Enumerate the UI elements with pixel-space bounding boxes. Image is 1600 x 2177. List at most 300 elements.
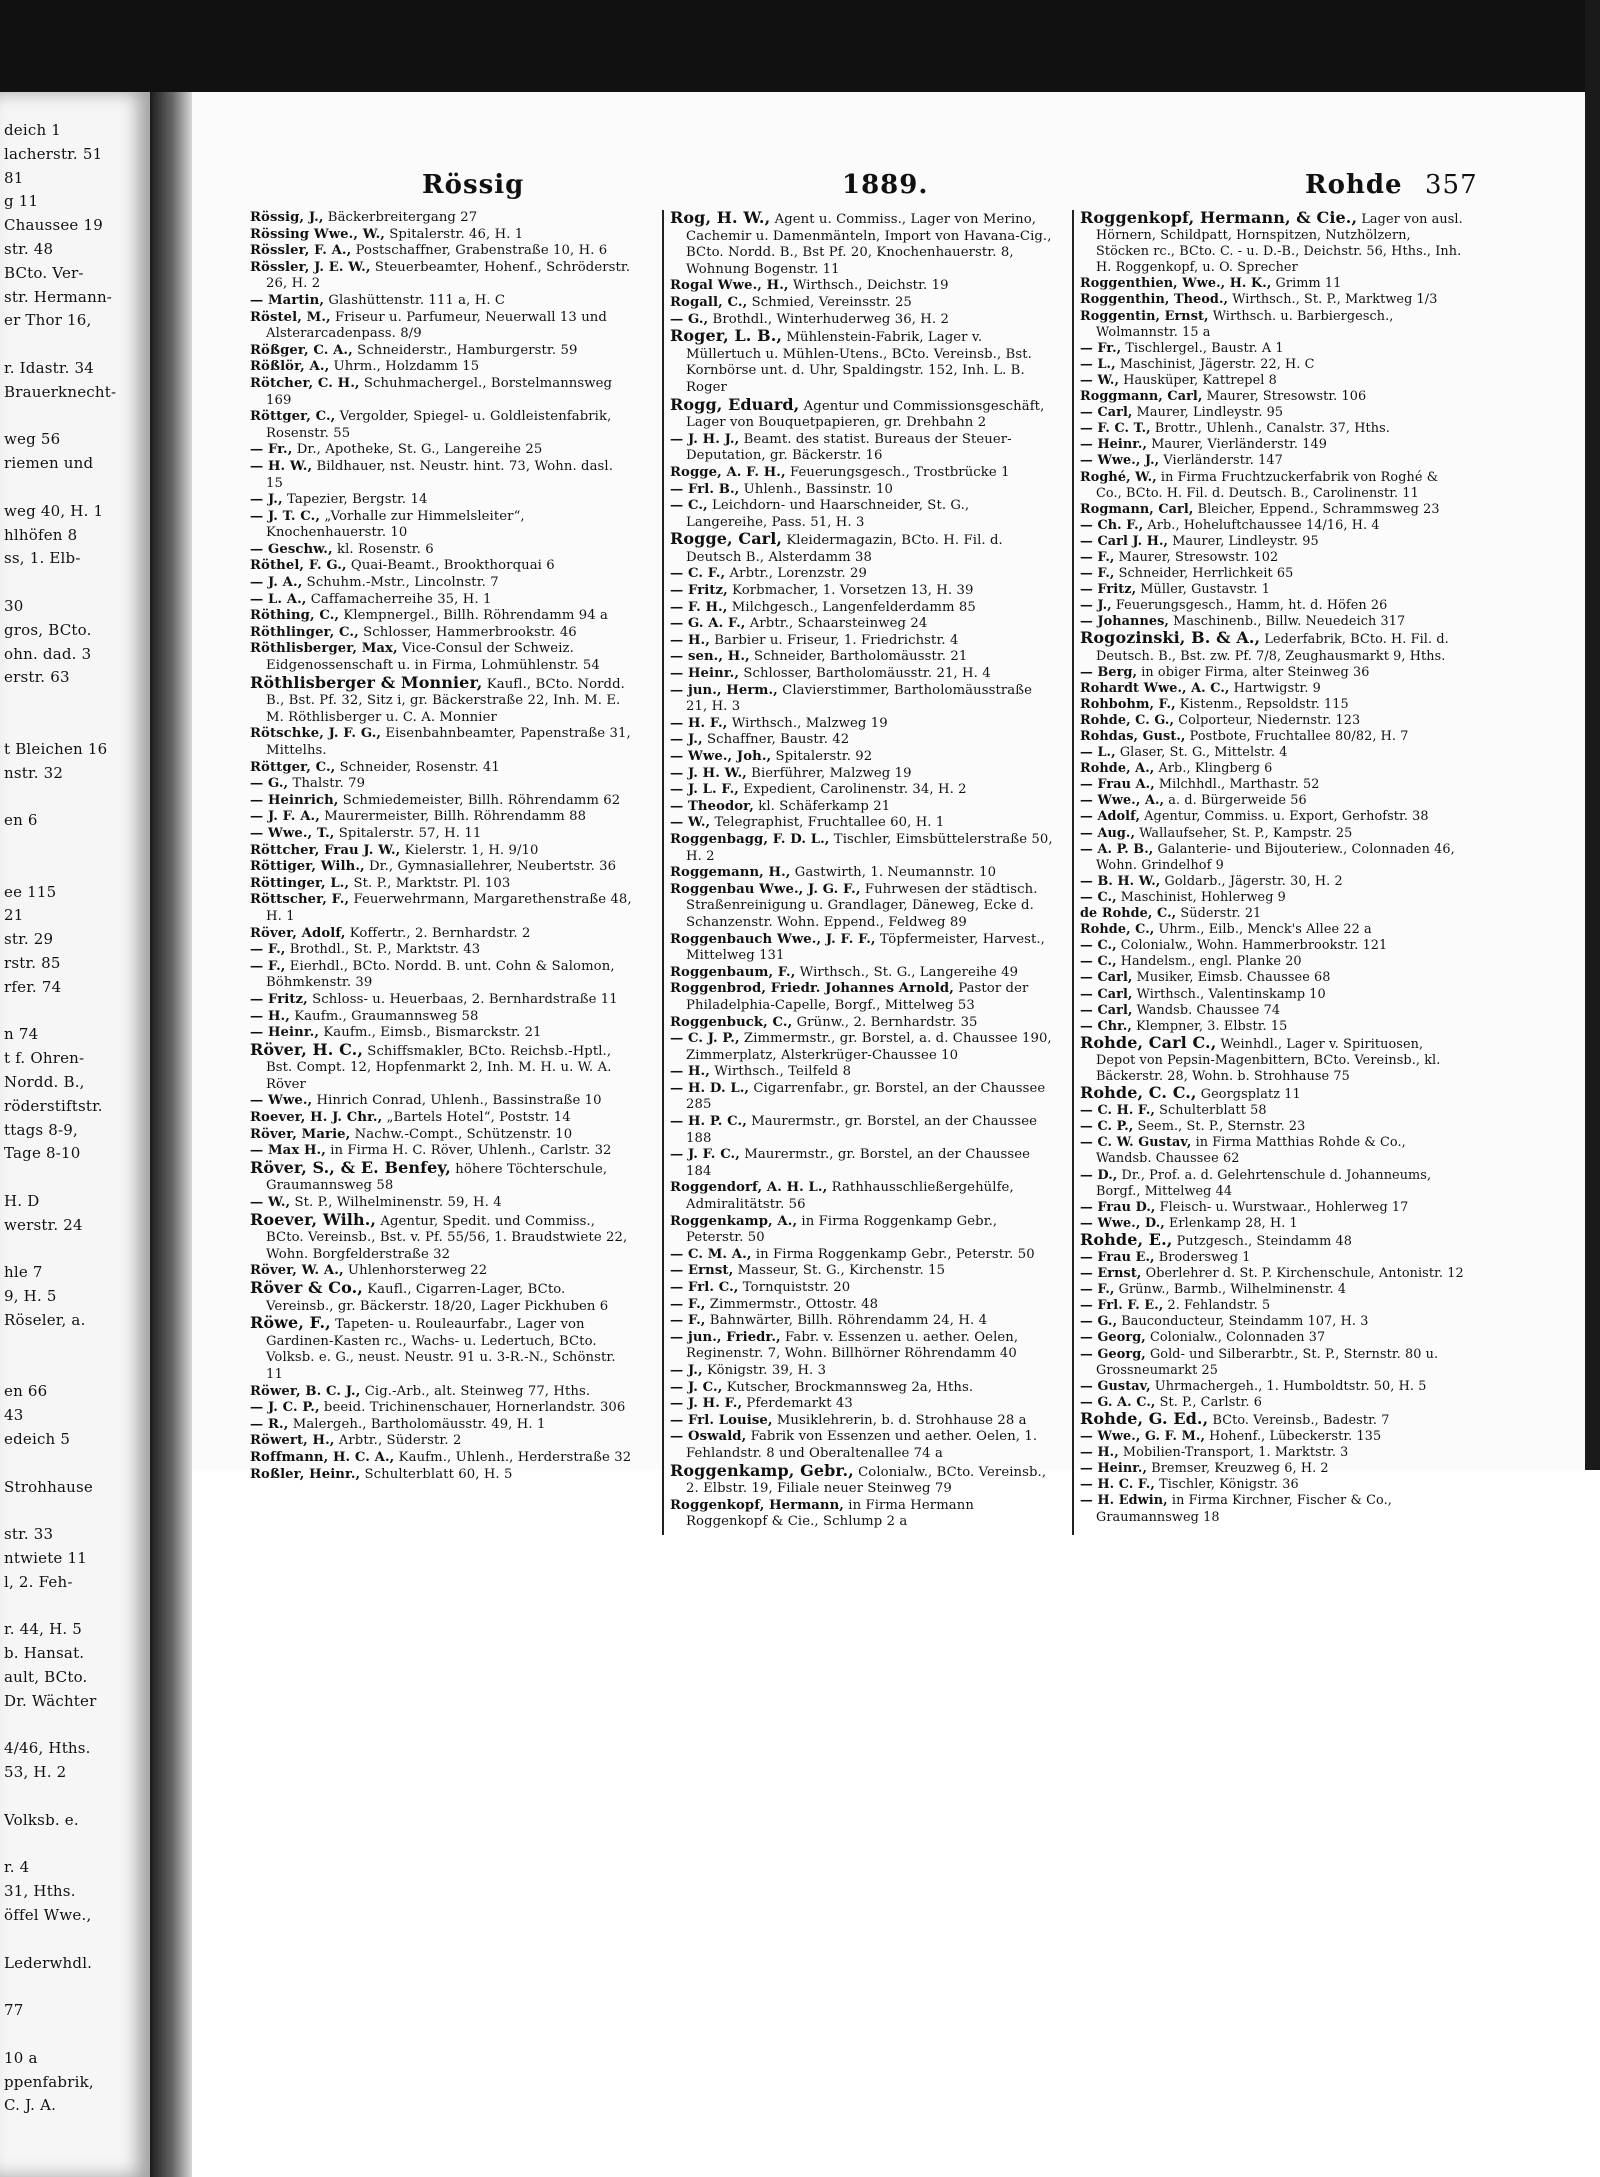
entry-details: Uhrm., Holzdamm 15: [329, 359, 480, 375]
entry-name: — Heinrich,: [250, 792, 339, 808]
entry-details: Hausküper, Kattrepel 8: [1119, 372, 1277, 388]
directory-entry: [250, 1467, 634, 1484]
directory-entry: [1080, 665, 1464, 681]
entry-details: Kaufm., Graumannsweg 58: [289, 1008, 479, 1024]
entry-details: Milchhdl., Marthastr. 52: [1154, 777, 1320, 793]
entry-details: Kielerstr. 1, H. 9/10: [400, 842, 539, 858]
entry-details: Wirthsch. u. Barbiergesch., Wolmannstr. 15 a: [1096, 308, 1394, 340]
entry-name: — C.,: [1080, 954, 1117, 970]
entry-name: — F. H.,: [670, 599, 728, 615]
directory-entry: [1080, 453, 1464, 469]
fragment-line: Chaussee 19: [4, 216, 103, 235]
directory-entry: [1080, 550, 1464, 566]
entry-details: Gastwirth, 1. Neumannstr. 10: [790, 865, 997, 881]
entry-name: — Wwe., T.,: [250, 825, 335, 841]
entry-name: — Frl. B.,: [670, 481, 740, 497]
directory-entry: [670, 432, 1054, 465]
directory-entry: [1080, 906, 1464, 922]
entry-name: — H.,: [250, 1008, 290, 1024]
entry-name: Roßler, Heinr.,: [250, 1466, 361, 1482]
fragment-line: Volksb. e.: [4, 1810, 79, 1829]
entry-details: in Firma Fruchtzuckerfabrik von Roghé & Co., BCto. H. Fil. d. Deutsch. B., Carolinenstr. 11: [1096, 469, 1439, 501]
entry-details: Oberlehrer d. St. P. Kirchenschule, Antonistr. 12: [1141, 1266, 1464, 1282]
directory-entry: [250, 992, 634, 1009]
directory-entry: [250, 1009, 634, 1026]
entry-name: Roggenthin, Theod.,: [1080, 292, 1229, 308]
entry-name: — Fritz,: [1080, 582, 1137, 598]
entry-name: — Wwe., Joh.,: [670, 749, 772, 764]
entry-name: Rogozinski, B. & A.,: [1080, 628, 1261, 648]
entry-details: Tischler, Eimsbüttelerstraße 50, H. 2: [686, 831, 1053, 864]
entry-name: — Aug.,: [1080, 825, 1136, 841]
entry-name: Roggenbauch Wwe., J. F. F.,: [670, 931, 876, 947]
directory-entry: [250, 809, 634, 826]
entry-details: Seem., St. P., Sternstr. 23: [1133, 1119, 1306, 1135]
entry-name: Röstel, M.,: [250, 309, 331, 325]
entry-name: — H.,: [670, 632, 710, 648]
entry-details: Maurer, Lindleystr. 95: [1132, 405, 1284, 421]
entry-details: Grünw., Barmb., Wilhelminenstr. 4: [1114, 1282, 1347, 1298]
entry-name: Röver, S., & E. Benfey,: [250, 1157, 451, 1177]
running-head-year: 1889.: [842, 170, 929, 200]
entry-name: Rogge, Carl,: [670, 529, 783, 549]
directory-entry: [250, 376, 634, 409]
directory-entry: [1080, 1429, 1464, 1445]
entry-details: Korbmacher, 1. Vorsetzen 13, H. 39: [727, 583, 974, 599]
entry-details: Schulterblatt 60, H. 5: [360, 1466, 513, 1482]
entry-details: Glaser, St. G., Mittelstr. 4: [1115, 745, 1288, 761]
entry-name: Röttinger, L.,: [250, 875, 350, 891]
fragment-line: r. Idastr. 34: [4, 359, 94, 377]
entry-details: Schuhmachergel., Borstelmannsweg 169: [266, 375, 613, 408]
directory-entry: [1080, 357, 1464, 373]
entry-name: — Wwe., G. F. M.,: [1080, 1429, 1206, 1445]
directory-entry: [1080, 761, 1464, 777]
entry-name: Roggenbagg, F. D. L.,: [670, 831, 830, 847]
entry-details: Schlosser, Bartholomäusstr. 21, H. 4: [739, 666, 991, 682]
entry-name: Röttscher, F.,: [250, 892, 350, 908]
entry-name: — C. F.,: [670, 566, 726, 582]
entry-name: — F.,: [1080, 1282, 1115, 1298]
directory-entry: [250, 892, 634, 925]
running-head-left: Rössig: [422, 170, 525, 200]
directory-entry: [250, 1433, 634, 1450]
directory-entry: [670, 1297, 1054, 1314]
entry-details: höhere Töchterschule, Graumannsweg 58: [266, 1161, 608, 1194]
directory-entry: [1080, 809, 1464, 825]
entry-details: Tischler, Königstr. 36: [1154, 1477, 1299, 1493]
directory-entry: [1080, 373, 1464, 389]
directory-entry: [1080, 405, 1464, 421]
fragment-line: t Bleichen 16: [4, 739, 108, 758]
entry-details: BCto. Vereinsb., Badestr. 7: [1208, 1412, 1390, 1428]
directory-entry: [670, 1280, 1054, 1297]
entry-name: Roggenbuck, C.,: [670, 1014, 793, 1030]
directory-entry: [250, 876, 634, 893]
entry-name: Röwer, B. C. J.,: [250, 1383, 361, 1399]
column-rule: [662, 210, 664, 1535]
directory-entry: [1080, 1477, 1464, 1493]
entry-name: — B. H. W.,: [1080, 873, 1161, 889]
directory-entry: [250, 672, 634, 727]
entry-details: Maschinist, Hohlerweg 9: [1116, 889, 1286, 905]
entry-details: Malergeh., Bartholomäusstr. 49, H. 1: [288, 1416, 546, 1432]
entry-details: Galanterie- und Bijouteriew., Colonnaden 46, Wohn. Grindelhof 9: [1096, 841, 1455, 873]
directory-entry: [1080, 276, 1464, 292]
directory-entry: [250, 442, 634, 459]
entry-name: Roffmann, H. C. A.,: [250, 1449, 395, 1465]
entry-details: Bauconducteur, Steindamm 107, H. 3: [1117, 1314, 1369, 1330]
fragment-line: str. 33: [4, 1525, 54, 1544]
directory-entry: [250, 1209, 634, 1264]
fragment-line: l, 2. Feh-: [4, 1572, 73, 1591]
directory-column-3: [1080, 210, 1464, 1526]
entry-name: — H. D. L.,: [670, 1080, 750, 1096]
directory-entry: [1080, 630, 1464, 664]
fragment-line: ttags 8-9,: [4, 1120, 78, 1139]
entry-name: — Johannes,: [1080, 614, 1169, 630]
entry-details: Maurermeister, Billh. Röhrendamm 88: [319, 809, 587, 825]
directory-entry: [250, 625, 634, 642]
fragment-line: g 11: [4, 192, 39, 211]
fragment-line: 77: [4, 2001, 24, 2020]
directory-entry: [1080, 1003, 1464, 1019]
entry-details: Arb., Hoheluftchaussee 14/16, H. 4: [1143, 517, 1380, 533]
entry-details: Hartwigstr. 9: [1229, 680, 1321, 696]
directory-entry: [1080, 745, 1464, 761]
entry-details: Friseur u. Parfumeur, Neuerwall 13 und Alsterarcadenpass. 8/9: [266, 309, 607, 342]
entry-details: Arb., Klingberg 6: [1154, 761, 1273, 777]
directory-entry: [250, 942, 634, 959]
directory-entry: [1080, 729, 1464, 745]
directory-entry: [250, 1093, 634, 1110]
entry-name: — D.,: [1080, 1167, 1118, 1183]
fragment-line: Strohhause: [4, 1477, 94, 1496]
entry-name: Röthlisberger, Max,: [250, 641, 398, 657]
directory-entry: [250, 1127, 634, 1144]
entry-details: Telegraphist, Fruchtallee 60, H. 1: [710, 815, 945, 831]
entry-details: Uhlenhorsterweg 22: [343, 1263, 488, 1279]
entry-details: Beamt. des statist. Bureaus der Steuer-Deputation, gr. Bäckerstr. 16: [686, 431, 1012, 464]
directory-entry: [670, 649, 1054, 666]
directory-entry: [670, 1413, 1054, 1430]
directory-entry: [670, 965, 1054, 982]
entry-name: — Ernst,: [1080, 1266, 1142, 1282]
fragment-line: 4/46, Hths.: [4, 1739, 91, 1758]
entry-details: Weinhdl., Lager v. Spirituosen, Depot von Pepsin-Magenbittern, BCto. Vereinsb., kl. Bäckerstr. 28, Wohn. b. Strohhause 75: [1096, 1036, 1441, 1084]
entry-details: Feuerungsgesch., Hamm, ht. d. Höfen 26: [1111, 598, 1388, 614]
entry-details: in Firma Kirchner, Fischer & Co., Graumannsweg 18: [1096, 1493, 1392, 1525]
entry-details: Glashüttenstr. 111 a, H. C: [324, 292, 506, 308]
fragment-line: str. 48: [4, 240, 54, 258]
directory-entry: [1080, 1266, 1464, 1282]
fragment-line: 81: [4, 168, 24, 187]
entry-details: St. P., Carlstr. 6: [1155, 1394, 1263, 1410]
directory-entry: [1080, 1229, 1464, 1250]
directory-entry: [670, 1313, 1054, 1330]
directory-entry: [1080, 922, 1464, 938]
entry-details: Thalstr. 79: [288, 776, 366, 792]
directory-entry: [670, 749, 1054, 766]
entry-name: — Carl,: [1080, 1002, 1133, 1018]
entry-name: — F.,: [670, 1313, 706, 1329]
entry-name: Rößger, C. A.,: [250, 342, 353, 358]
entry-details: Spitalerstr. 46, H. 1: [384, 226, 524, 242]
fragment-line: Brauerknecht-: [4, 382, 117, 401]
directory-entry: [670, 616, 1054, 633]
entry-details: Brodersweg 1: [1154, 1250, 1251, 1265]
entry-name: — Frl. Louise,: [670, 1412, 773, 1428]
entry-name: Roggenkamp, A.,: [670, 1213, 798, 1229]
entry-name: — Wwe.,: [250, 1093, 313, 1109]
entry-details: Uhrm., Eilb., Menck's Allee 22 a: [1154, 922, 1372, 938]
entry-details: Vierländerstr. 147: [1159, 453, 1283, 469]
entry-details: Grimm 11: [1271, 276, 1342, 292]
entry-name: Röthlisberger & Monnier,: [250, 672, 483, 692]
entry-name: — sen., H.,: [670, 649, 750, 665]
entry-name: Roggenkopf, Hermann,: [670, 1497, 844, 1513]
directory-entry: [1080, 890, 1464, 906]
entry-details: in obiger Firma, alter Steinweg 36: [1137, 664, 1370, 680]
entry-details: Brottr., Uhlenh., Canalstr. 37, Hths.: [1150, 421, 1390, 437]
entry-name: Röthlinger, C.,: [250, 624, 359, 640]
directory-entry: [670, 210, 1054, 278]
fragment-line: str. 29: [4, 930, 54, 949]
directory-entry: [1080, 1119, 1464, 1135]
fragment-line: 31, Hths.: [4, 1882, 76, 1901]
entry-name: — F.,: [250, 958, 286, 974]
entry-details: Maurer, Stresowstr. 106: [1202, 389, 1367, 405]
entry-details: Kaufl., BCto. Nordd. B., Bst. Pf. 32, Sitz i, gr. Bäckerstraße 22, Inh. M. E. M. Röthlisberger u. C. A. Monnier: [266, 676, 625, 725]
entry-name: — G.,: [670, 311, 709, 327]
fragment-line: hlhöfen 8: [4, 525, 78, 544]
fragment-line: rstr. 85: [4, 954, 61, 972]
entry-details: in Firma Roggenkamp Gebr., Peterstr. 50: [686, 1213, 998, 1246]
page-margin: [192, 1470, 1600, 2177]
entry-name: — Frau A.,: [1080, 777, 1155, 793]
entry-details: Bildhauer, nst. Neustr. hint. 73, Wohn. dasl. 15: [266, 458, 614, 491]
entry-name: — Adolf,: [1080, 809, 1141, 825]
entry-name: — L. A.,: [250, 591, 307, 607]
directory-entry: [670, 583, 1054, 600]
entry-name: — J. H. W.,: [670, 765, 747, 781]
entry-name: — Max H.,: [250, 1143, 326, 1159]
directory-entry: [670, 799, 1054, 816]
entry-name: — Heinr.,: [1080, 1461, 1148, 1477]
entry-name: Roggmann, Carl,: [1080, 389, 1203, 405]
directory-entry: [670, 815, 1054, 832]
entry-details: Wandsb. Chaussee 74: [1132, 1002, 1281, 1018]
entry-details: Bremser, Kreuzweg 6, H. 2: [1147, 1461, 1329, 1477]
scanner-background-right: [1585, 0, 1600, 1470]
entry-name: Rössig, J.,: [250, 210, 324, 225]
directory-entry: [1080, 1408, 1464, 1429]
entry-details: Kaufl., Cigarren-Lager, BCto. Vereinsb., gr. Bäckerstr. 18/20, Lager Pickhuben 6: [266, 1282, 609, 1314]
directory-entry: [670, 1380, 1054, 1397]
directory-entry: [250, 492, 634, 509]
entry-name: — Carl,: [1080, 405, 1133, 421]
entry-name: Rohde, G. Ed.,: [1080, 1408, 1209, 1428]
entry-name: Röttcher, Frau J. W.,: [250, 842, 401, 858]
directory-entry: [250, 760, 634, 777]
entry-details: Postbote, Fruchtallee 80/82, H. 7: [1185, 729, 1409, 744]
entry-name: — C. J. P.,: [670, 1031, 740, 1047]
directory-entry: [1080, 1445, 1464, 1461]
fragment-line: gros, BCto.: [4, 620, 92, 639]
directory-entry: [670, 766, 1054, 783]
directory-entry: [1080, 566, 1464, 582]
entry-name: Roggemann, H.,: [670, 865, 791, 881]
entry-name: — Fr.,: [250, 442, 293, 458]
entry-name: — C. W. Gustav,: [1080, 1135, 1192, 1151]
entry-name: — Ch. F.,: [1080, 517, 1144, 533]
fragment-line: edeich 5: [4, 1430, 71, 1448]
directory-entry: [1080, 874, 1464, 890]
entry-details: Brothdl., St. P., Marktstr. 43: [285, 942, 481, 958]
entry-name: Rößlör, A.,: [250, 359, 330, 375]
entry-name: — H. W.,: [250, 458, 313, 474]
fragment-line: Tage 8-10: [4, 1144, 81, 1163]
directory-entry: [1080, 1103, 1464, 1119]
directory-entry: [1080, 1330, 1464, 1346]
directory-entry: [1080, 518, 1464, 534]
directory-entry: [250, 575, 634, 592]
entry-details: Colporteur, Niedernstr. 123: [1174, 712, 1361, 728]
entry-name: Röver, Adolf,: [250, 925, 346, 941]
directory-entry: [670, 1396, 1054, 1413]
entry-details: Töpfermeister, Harvest., Mittelweg 131: [686, 931, 1045, 964]
fragment-line: weg 40, H. 1: [4, 501, 104, 520]
fragment-line: 30: [4, 597, 24, 615]
entry-name: Rohde, Carl C.,: [1080, 1032, 1217, 1052]
entry-name: — Martin,: [250, 292, 325, 308]
entry-name: — F. C. T.,: [1080, 421, 1151, 437]
entry-name: Rogmann, Carl,: [1080, 501, 1194, 517]
entry-details: Eierhdl., BCto. Nordd. B. unt. Cohn & Salomon, Böhmkenstr. 39: [266, 958, 615, 991]
entry-details: Arbtr., Schaarsteinweg 24: [745, 616, 928, 632]
entry-details: Schuhm.-Mstr., Lincolnstr. 7: [302, 575, 499, 591]
entry-details: Colonialw., BCto. Vereinsb., 2. Elbstr. 19, Filiale neuer Steinweg 79: [686, 1464, 1047, 1497]
directory-entry: [670, 465, 1054, 482]
entry-details: Maurermstr., gr. Borstel, an der Chaussee 188: [686, 1114, 1038, 1146]
directory-entry: [1080, 341, 1464, 357]
directory-entry: [670, 683, 1054, 716]
directory-entry: [1080, 502, 1464, 518]
fragment-line: Röseler, a.: [4, 1311, 86, 1329]
column-rule: [1072, 210, 1074, 1535]
entry-details: Schmied, Vereinsstr. 25: [747, 294, 912, 310]
entry-name: Röver, W. A.,: [250, 1263, 344, 1279]
entry-details: beeid. Trichinenschauer, Hornerlandstr. 306: [319, 1400, 626, 1416]
entry-details: Caffamacherreihe 35, H. 1: [306, 591, 492, 607]
entry-details: Bleicher, Eppend., Schrammsweg 23: [1193, 501, 1440, 517]
directory-page: [192, 92, 1585, 1530]
entry-details: Wirthsch., St. G., Langereihe 49: [795, 964, 1019, 980]
entry-details: Schneider, Herrlichkeit 65: [1114, 566, 1294, 582]
entry-name: — Carl J. H.,: [1080, 533, 1169, 549]
entry-details: Kistenm., Repsoldstr. 115: [1175, 696, 1349, 712]
entry-name: — H. Edwin,: [1080, 1493, 1168, 1509]
directory-entry: [1080, 987, 1464, 1003]
entry-name: Rohardt Wwe., A. C.,: [1080, 680, 1230, 696]
entry-name: Röthing, C.,: [250, 608, 340, 624]
entry-details: Koffertr., 2. Bernhardstr. 2: [345, 925, 531, 941]
running-head-right: Rohde: [1305, 170, 1403, 200]
fragment-line: röderstiftstr.: [4, 1096, 103, 1115]
entry-details: Schiffsmakler, BCto. Reichsb.-Hptl., Bst. Compt. 12, Hopfenmarkt 2, Inh. M. H. u. W. A. Röver: [266, 1043, 612, 1092]
entry-details: Spitalerstr. 92: [771, 749, 873, 764]
directory-entry: [1080, 1314, 1464, 1330]
entry-name: Röwe, F.,: [250, 1313, 331, 1333]
entry-details: Bahnwärter, Billh. Röhrendamm 24, H. 4: [705, 1313, 988, 1329]
fragment-line: 43: [4, 1406, 24, 1425]
directory-column-1: [250, 210, 634, 1483]
entry-details: Barbier u. Friseur, 1. Friedrichstr. 4: [709, 632, 959, 648]
entry-name: Roggenbrod, Friedr. Johannes Arnold,: [670, 981, 954, 997]
entry-details: Nachw.-Compt., Schützenstr. 10: [350, 1126, 573, 1142]
fragment-line: weg 56: [4, 430, 61, 449]
directory-entry: [1080, 681, 1464, 697]
entry-name: — H.,: [1080, 1445, 1119, 1461]
directory-entry: [250, 1384, 634, 1401]
entry-details: Spitalerstr. 57, H. 11: [334, 825, 482, 841]
directory-entry: [250, 592, 634, 609]
directory-entry: [250, 260, 634, 293]
directory-entry: [1080, 793, 1464, 809]
entry-details: Arbtr., Lorenzstr. 29: [725, 566, 867, 582]
fragment-line: t f. Ohren-: [4, 1049, 85, 1068]
entry-details: Lederfabrik, BCto. H. Fil. d. Deutsch. B., Bst. zw. Pf. 7/8, Zeughausmarkt 9, Hths.: [1096, 632, 1449, 664]
directory-entry: [1080, 1493, 1464, 1525]
entry-name: Röttger, C.,: [250, 409, 336, 425]
directory-entry: [250, 1039, 634, 1094]
fragment-line: en 6: [4, 811, 38, 830]
directory-entry: [670, 278, 1054, 295]
entry-details: Süderstr. 21: [1176, 906, 1262, 922]
entry-name: — L.,: [1080, 745, 1116, 761]
entry-name: — Heinr.,: [1080, 437, 1148, 453]
directory-entry: [670, 832, 1054, 865]
entry-details: Cigarrenfabr., gr. Borstel, an der Chaussee 285: [686, 1080, 1046, 1113]
entry-name: Roger, L. B.,: [670, 326, 783, 346]
entry-details: „Bartels Hotel“, Poststr. 14: [382, 1110, 571, 1126]
entry-details: Vergolder, Spiegel- u. Goldleistenfabrik, Rosenstr. 55: [266, 409, 612, 441]
directory-entry: [250, 243, 634, 260]
facing-page-fragment: [0, 92, 152, 2177]
entry-name: — R.,: [250, 1416, 289, 1432]
entry-details: Schneider, Rosenstr. 41: [335, 759, 500, 775]
directory-entry: [670, 865, 1054, 882]
entry-name: — J. A.,: [250, 575, 303, 591]
fragment-line: hle 7: [4, 1263, 43, 1282]
entry-name: Röttiger, Wilh.,: [250, 859, 365, 875]
entry-details: Steuerbeamter, Hohenf., Schröderstr. 26, H. 2: [266, 259, 631, 292]
directory-entry: [670, 666, 1054, 683]
entry-details: Eisenbahnbeamter, Papenstraße 31, Mittelhs.: [266, 726, 631, 758]
fragment-line: H. D: [4, 1192, 40, 1210]
directory-entry: [1080, 598, 1464, 614]
directory-entry: [670, 1081, 1054, 1114]
fragment-line: deich 1: [4, 121, 62, 139]
entry-name: — Frl. C.,: [670, 1280, 739, 1295]
entry-details: Uhrmachergeh., 1. Humboldtstr. 50, H. 5: [1150, 1378, 1427, 1394]
entry-name: Röver & Co.,: [250, 1278, 363, 1297]
directory-entry: [250, 210, 634, 227]
entry-details: Colonialw., Wohn. Hammerbrookstr. 121: [1116, 938, 1388, 954]
entry-name: — F.,: [1080, 566, 1115, 582]
entry-details: Colonialw., Colonnaden 37: [1145, 1330, 1326, 1346]
entry-details: in Firma Roggenkamp Gebr., Peterstr. 50: [751, 1246, 1035, 1262]
